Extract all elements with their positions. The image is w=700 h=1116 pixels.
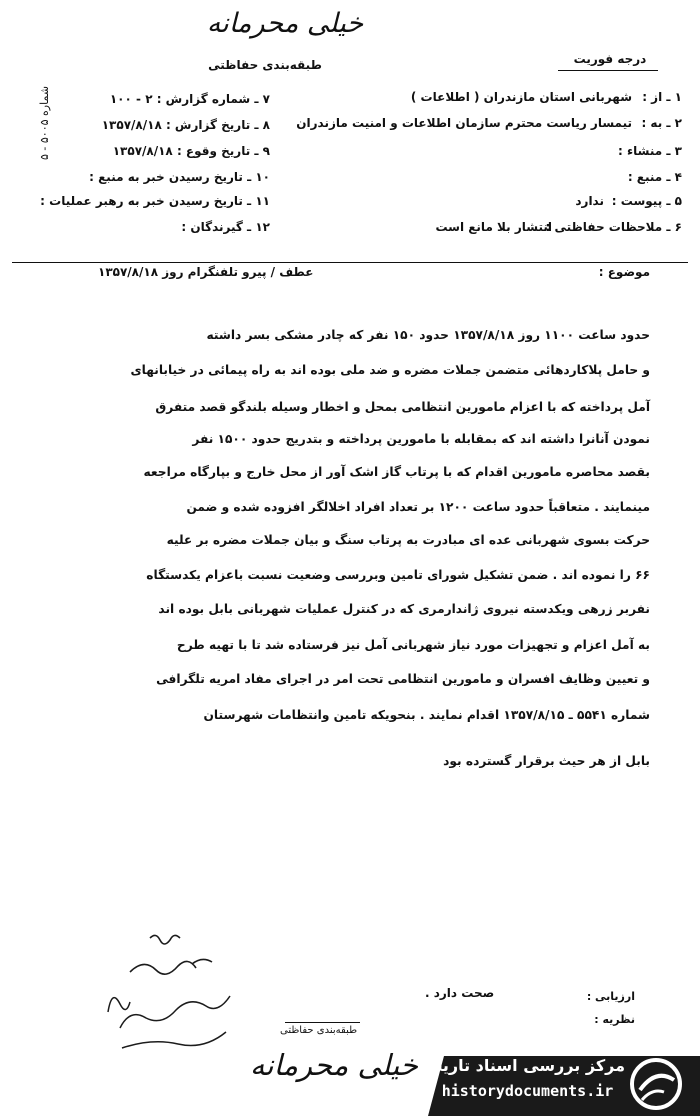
body-line: و تعیین وظایف افسران و مامورین انتظامی تحت امر در اجرای مفاد امریه تلگرافی	[156, 672, 650, 686]
field-from-value: شهربانی استان مازندران ( اطلاعات )	[410, 90, 632, 104]
watermark-url: historydocuments.ir	[441, 1082, 614, 1100]
classification-stamp-top: خیلی محرمانه	[206, 8, 364, 39]
body-line: بابل از هر حیث برقرار گسترده بود	[443, 754, 650, 768]
field-attachment-label: ۵ ـ پیوست :	[611, 194, 682, 208]
subject-label: موضوع :	[598, 265, 650, 279]
body-line: نفربر زرهی ویکدسته نیروی ژاندارمری که در کنترل عملیات شهربانی بابل بوده اند	[158, 602, 650, 616]
subject-value: عطف / پیرو تلفنگرام روز ۱۳۵۷/۸/۱۸	[98, 265, 314, 279]
body-line: بقصد محاصره مامورین اقدام که با پرتاب گاز اشک آور از محل خارج و بپارگاه مراجعه	[143, 465, 650, 479]
report-date-field: ۸ ـ تاریخ گزارش : ۱۳۵۷/۸/۱۸	[101, 118, 270, 132]
opinion-label: نظریه :	[594, 1013, 635, 1026]
report-number-field: ۷ ـ شماره گزارش : ۲ - ۱۰۰	[109, 92, 270, 106]
body-line: آمل پرداخته که با اعزام مامورین انتظامی بمحل و اخطار وسیله بلندگو قصد متفرق	[155, 400, 650, 414]
header-divider	[12, 262, 688, 263]
side-number-text: شماره ۵۰۰۵ - ۵	[38, 85, 51, 160]
classification-level-label-bottom: طبقه‌بندی حفاظتی	[280, 1025, 358, 1036]
watermark-title: مرکز بررسی اسناد تاریخی	[415, 1056, 625, 1075]
archive-logo-icon	[628, 1056, 684, 1112]
body-line: مینمایند . متعاقباً حدود ساعت ۱۲۰۰ بر تعداد افراد اخلالگر افزوده شده و ضمن	[186, 500, 650, 514]
field-security-notes-label: ۶ ـ ملاحظات حفاظتی :	[545, 220, 682, 234]
urgency-label: درجه فوریت	[573, 52, 647, 66]
body-line: ۶۶ را نموده اند . ضمن تشکیل شورای تامین وبررسی وضعیت نسبت باعزام یکدستگاه	[146, 568, 650, 582]
field-to-label: ۲ ـ به :	[641, 116, 682, 130]
body-line: حدود ساعت ۱۱۰۰ روز ۱۳۵۷/۸/۱۸ حدود ۱۵۰ نفر که چادر مشکی بسر داشته	[206, 328, 650, 342]
side-number	[22, 60, 51, 160]
classification-rule-bottom	[285, 1022, 360, 1023]
recipients-field: ۱۲ ـ گیرندگان :	[181, 220, 270, 234]
field-origin-label: ۳ ـ منشاء :	[618, 144, 682, 158]
body-line: نمودن آنانرا داشته اند که بمقابله با مامورین پرداخته و بتدریج حدود ۱۵۰۰ نفر	[192, 432, 650, 446]
event-date-field: ۹ ـ تاریخ وقوع : ۱۳۵۷/۸/۱۸	[112, 144, 270, 158]
classification-level-label: طبقه‌بندی حفاظتی	[208, 58, 322, 72]
field-from-label: ۱ ـ از :	[642, 90, 682, 104]
field-to-value: تیمسار ریاست محترم سازمان اطلاعات و امنیت مازندران	[296, 116, 632, 130]
body-line: شماره ۵۵۴۱ ـ ۱۳۵۷/۸/۱۵ اقدام نمایند . بنحویکه تامین وانتظامات شهرستان	[203, 708, 650, 722]
news-to-leader-date-field: ۱۱ ـ تاریخ رسیدن خبر به رهبر عملیات :	[40, 194, 270, 208]
evaluation-label: ارزیابی :	[586, 990, 635, 1003]
body-line: و حامل پلاکاردهائی متضمن جملات مضره و ضد ملی بوده اند به راه پیمائی در خیابانهای	[130, 363, 650, 377]
accuracy-note: صحت دارد .	[425, 986, 495, 1000]
field-source-label: ۴ ـ منبع :	[627, 170, 682, 184]
classification-stamp-bottom: خیلی محرمانه	[250, 1048, 418, 1082]
news-to-source-date-field: ۱۰ ـ تاریخ رسیدن خبر به منبع :	[89, 170, 270, 184]
body-line: حرکت بسوی شهربانی عده ای مبادرت به پرتاب سنگ و بیان جملات مضره بر علیه	[166, 533, 650, 547]
urgency-underline	[558, 70, 658, 71]
body-line: به آمل اعزام و تجهیزات مورد نیاز شهربانی آمل نیز فرستاده شد تا با تهیه طرح	[176, 638, 650, 652]
field-security-notes-value: انتشار بلا مانع است	[435, 220, 552, 234]
field-attachment-value: ندارد	[575, 194, 604, 208]
